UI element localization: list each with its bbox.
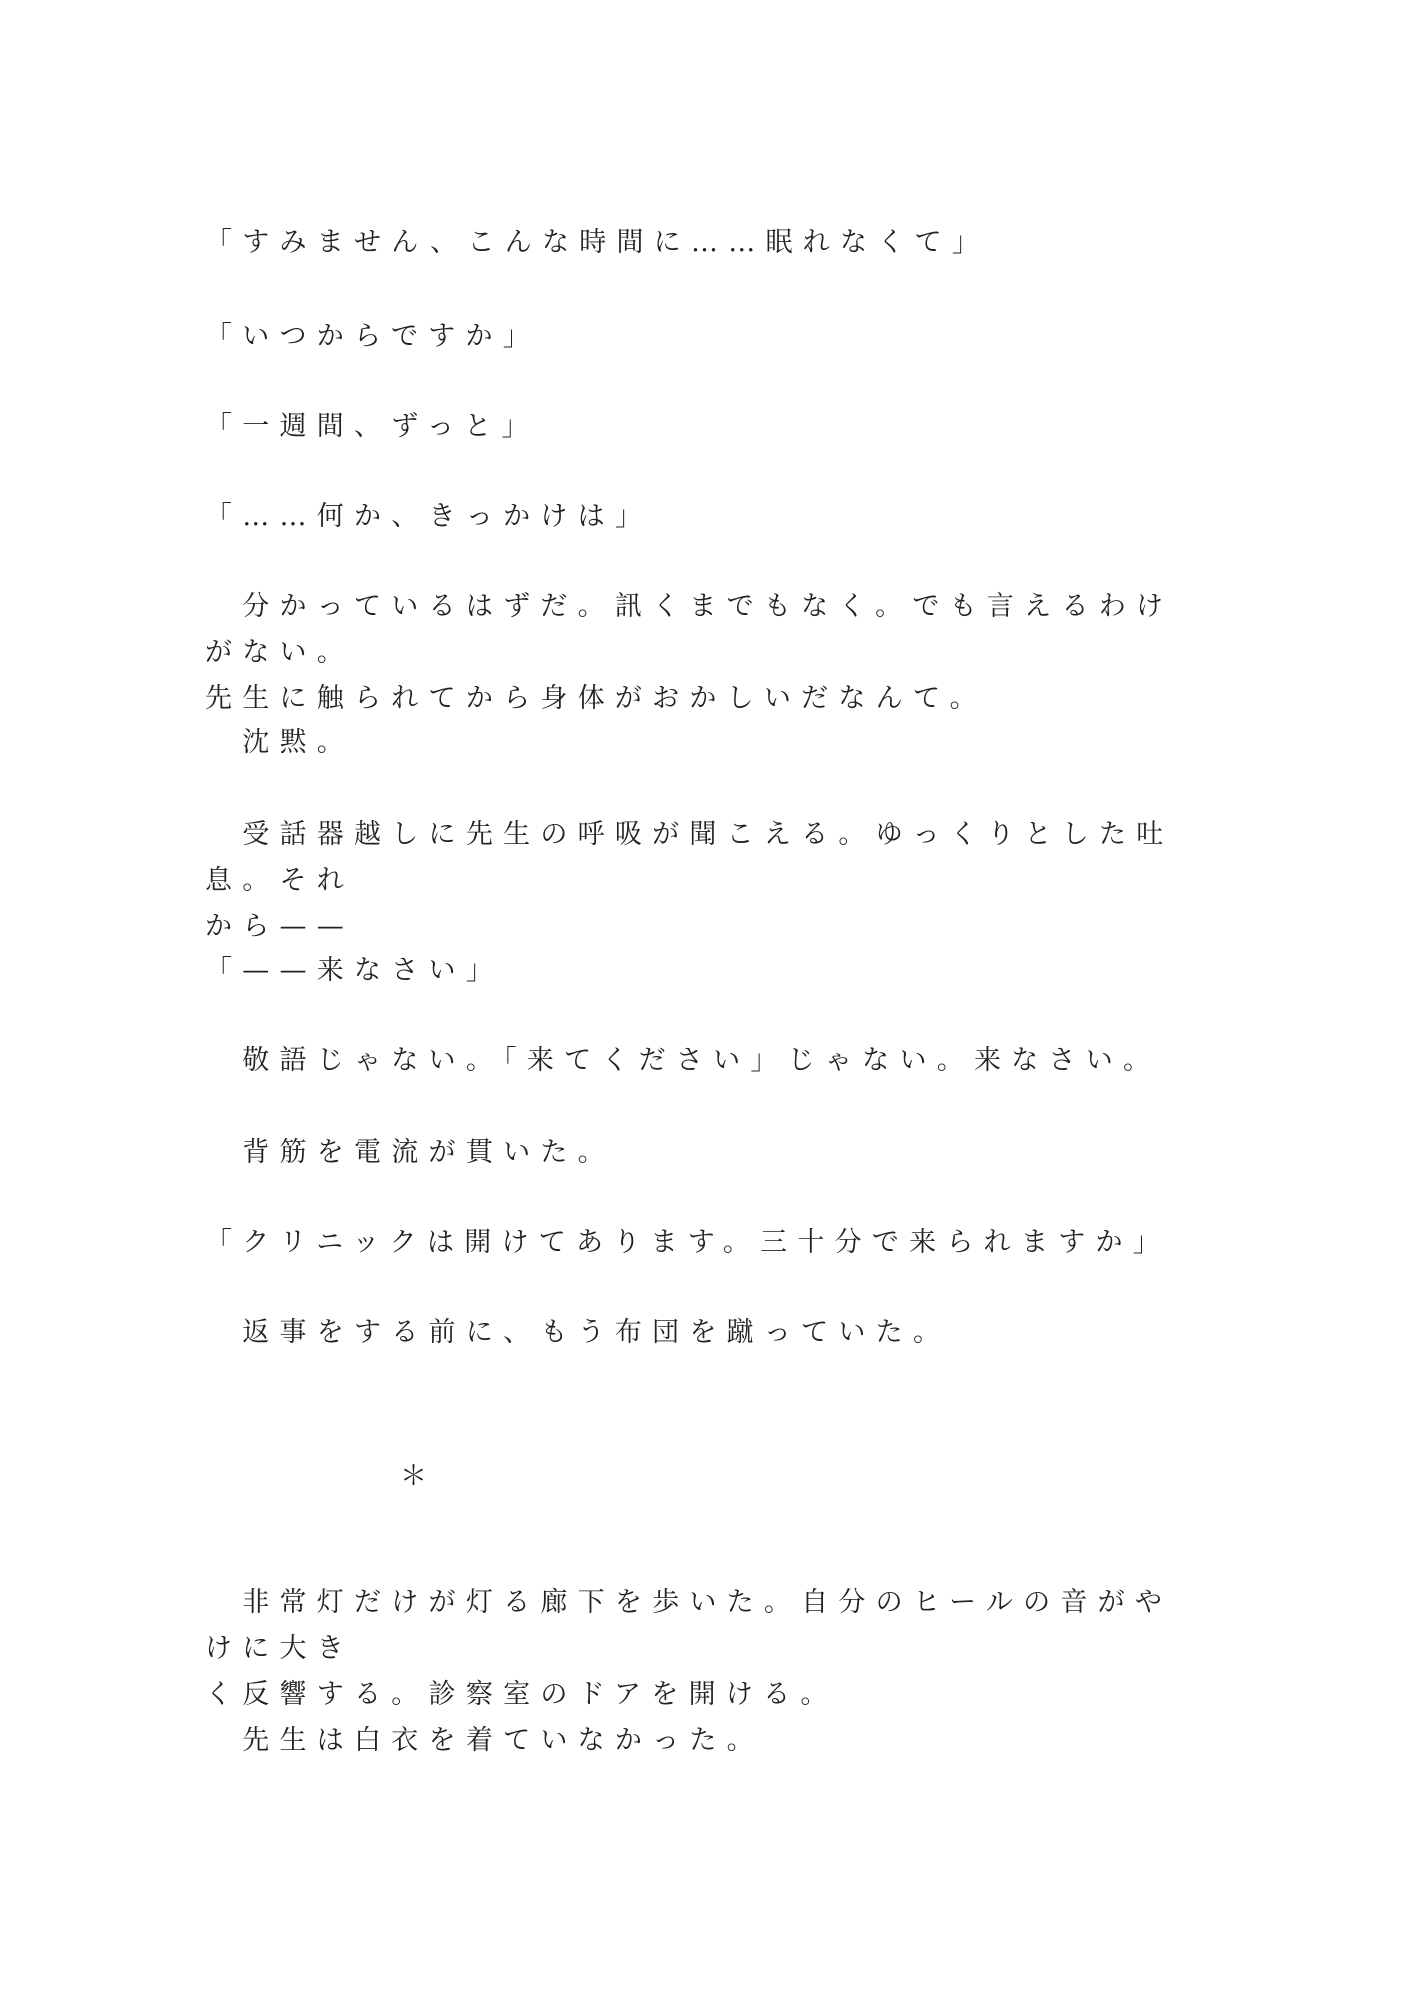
narration-paragraph: 先生は白衣を着ていなかった。 xyxy=(205,1725,764,1756)
section-break-asterisk: ＊ xyxy=(400,1461,427,1492)
dialogue-line: 「……何か、きっかけは」 xyxy=(205,501,653,532)
dialogue-line: 「すみません、こんな時間に……眠れなくて」 xyxy=(205,227,990,258)
narration-paragraph: 背筋を電流が貫いた。 xyxy=(205,1137,615,1168)
dialogue-line: 「クリニックは開けてあります。三十分で来られますか」 xyxy=(205,1227,1170,1258)
dialogue-line: 「一週間、ずっと」 xyxy=(205,411,539,442)
dialogue-line: 「——来なさい」 xyxy=(205,955,504,986)
narration-paragraph: 分かっているはずだ。訊くまでもなく。でも言えるわけがない。 先生に触られてから身体がおかしいだなんて。 xyxy=(205,591,1174,714)
dialogue-line: 「いつからですか」 xyxy=(205,321,541,352)
narration-paragraph: 沈黙。 xyxy=(205,727,355,758)
narration-paragraph: 敬語じゃない。「来てください」じゃない。来なさい。 xyxy=(205,1045,1161,1076)
narration-paragraph: 非常灯だけが灯る廊下を歩いた。自分のヒールの音がやけに大き く反響する。診察室のドアを開ける。 xyxy=(205,1587,1173,1710)
narration-paragraph: 受話器越しに先生の呼吸が聞こえる。ゆっくりとした吐息。それ から—— xyxy=(205,819,1174,942)
narration-paragraph: 返事をする前に、もう布団を蹴っていた。 xyxy=(205,1317,951,1348)
